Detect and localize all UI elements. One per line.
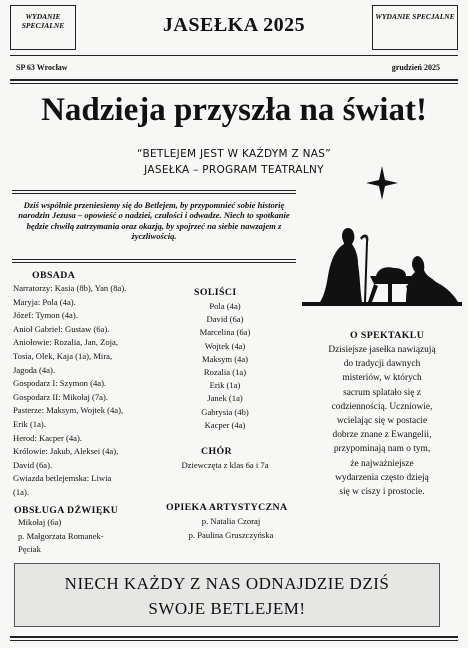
opieka-title: OPIEKA ARTYSTYCZNA [166, 502, 288, 513]
issue-date: grudzień 2025 [391, 63, 440, 72]
list-item: Gospodarz II: Mikołaj (7a). [13, 391, 108, 402]
list-item: (1a). [13, 486, 29, 497]
joseph-silhouette [320, 228, 362, 302]
staff [360, 235, 368, 302]
header-divider-bottom-2 [10, 83, 458, 84]
list-item: Józef: Tymon (4a). [13, 310, 78, 321]
intro-rule-top-2 [12, 193, 296, 194]
opieka-list [160, 515, 302, 542]
list-item: Kacper (4a) [204, 419, 246, 430]
list-item: p. Paulina Gruszczyńska [188, 529, 274, 540]
list-item: Erik (1a) [209, 380, 241, 391]
solisci-title: SOLIŚCI [194, 287, 237, 298]
subheadline-quote: “BETLEJEM JEST W KAŻDYM Z NAS” [137, 148, 331, 160]
callout-line-1: NIECH KAŻDY Z NAS ODNAJDZIE DZIŚ [64, 574, 390, 593]
footer-rule-2 [10, 640, 458, 641]
list-item: Dzisiejsze jasełka nawiązują [328, 345, 436, 355]
masthead-title: JASEŁKA 2025 [162, 14, 306, 36]
baby-jesus [376, 267, 406, 276]
list-item: p. Małgorzata Romanek- [18, 530, 104, 541]
school-name: SP 63 Wrocław [16, 63, 68, 72]
list-item: Królowie: Jakub, Aleksei (4a), [13, 446, 119, 457]
list-item: Gospodarz I: Szymon (4a). [13, 378, 107, 389]
spektakl-text [312, 343, 452, 499]
list-item: p. Natalia Czoraj [201, 516, 261, 526]
left-edition-label: WYDANIE SPECJALNE [21, 12, 65, 31]
right-edition-box [372, 5, 458, 50]
footer-rule-1 [10, 636, 458, 638]
chor-line: Dziewczęta z klas 6a i 7a [181, 460, 269, 470]
left-edition-box [10, 5, 76, 50]
list-item: Maryja: Pola (4a). [13, 296, 76, 307]
list-item: wydarzenia często dzieją [335, 472, 429, 483]
obsluga-list [18, 516, 148, 557]
nativity-silhouette-illustration [302, 164, 462, 306]
list-item: przypominają nam o tym, [333, 444, 431, 455]
list-item: Pęciak [18, 544, 41, 555]
list-item: sacrum splatało się z [343, 387, 421, 398]
list-item: Rozalia (1a) [203, 367, 247, 378]
callout-line-2: SWOJE BETLEJEM! [148, 599, 306, 618]
subheadline-program: JASEŁKA – PROGRAM TEATRALNY [144, 164, 324, 176]
list-item: Mikołaj (6a) [18, 517, 62, 527]
list-item: codziennością. Uczniowie, [331, 401, 433, 412]
list-item: wcielając się w postacie [336, 416, 428, 427]
solisci-list [170, 300, 280, 432]
list-item: Maksym (4a) [201, 353, 249, 364]
header-divider-top [10, 55, 458, 56]
intro-text: Dziś wspólnie przeniesiemy się do Betlejem, by przypomnieć sobie historię narodzin Jezusa – opowieść o nadziei, czułości i odwadze. Niech to spotkanie będzie chwilą zatrzymania oraz okazją, by spojrzeć na siebie nawzajem z życzliwością. [18, 200, 290, 241]
list-item: Jagoda (4a). [13, 364, 55, 375]
intro-rule-bottom-2 [12, 262, 296, 263]
mary-silhouette [406, 256, 458, 302]
obsada-title: OBSADA [32, 270, 76, 281]
headline: Nadzieja przyszła na świat! [41, 92, 427, 128]
obsada-list [13, 282, 163, 500]
list-item: Herod: Kacper (4a). [13, 432, 82, 443]
list-item: Tosia, Olek, Kaja (1a), Mira, [13, 350, 113, 361]
list-item: Pasterze: Maksym, Wojtek (4a), [13, 405, 124, 416]
list-item: Gwiazda betlejemska: Liwia [13, 473, 112, 484]
closing-callout-box [14, 563, 440, 627]
list-item: Aniołowie: Rozalia, Jan, Zoja, [13, 337, 119, 348]
list-item: David (6a). [13, 459, 53, 470]
list-item: David (6a) [206, 314, 244, 325]
obsluga-title: OBSŁUGA DŹWIĘKU [14, 505, 119, 516]
list-item: Narratorzy: Kasia (8b), Yan (8a). [13, 283, 127, 293]
list-item: Wojtek (4a) [204, 340, 246, 351]
star-icon [366, 166, 398, 200]
list-item: że najważniejsze [350, 458, 414, 469]
intro-rule-top [12, 190, 296, 191]
list-item: Anioł Gabriel: Gustaw (6a). [13, 323, 110, 334]
list-item: się w ciszy i prostocie. [339, 487, 425, 498]
list-item: Janek (1a) [207, 393, 243, 404]
spektakl-title: O SPEKTAKLU [350, 330, 425, 341]
right-edition-label: WYDANIE SPECJALNE [375, 12, 455, 21]
list-item: misteriów, w których [342, 373, 422, 384]
header-divider-bottom-1 [10, 79, 458, 81]
list-item: Marcelina (6a) [199, 327, 251, 338]
list-item: Erik (1a). [13, 418, 46, 429]
list-item: Gabrysia (4b) [201, 406, 249, 417]
chor-title: CHÓR [201, 446, 232, 457]
list-item: do tradycji dawnych [343, 359, 421, 370]
intro-rule-bottom [12, 259, 296, 260]
list-item: Pola (4a) [209, 301, 241, 311]
list-item: dobrze znane z Ewangelii, [332, 430, 432, 441]
